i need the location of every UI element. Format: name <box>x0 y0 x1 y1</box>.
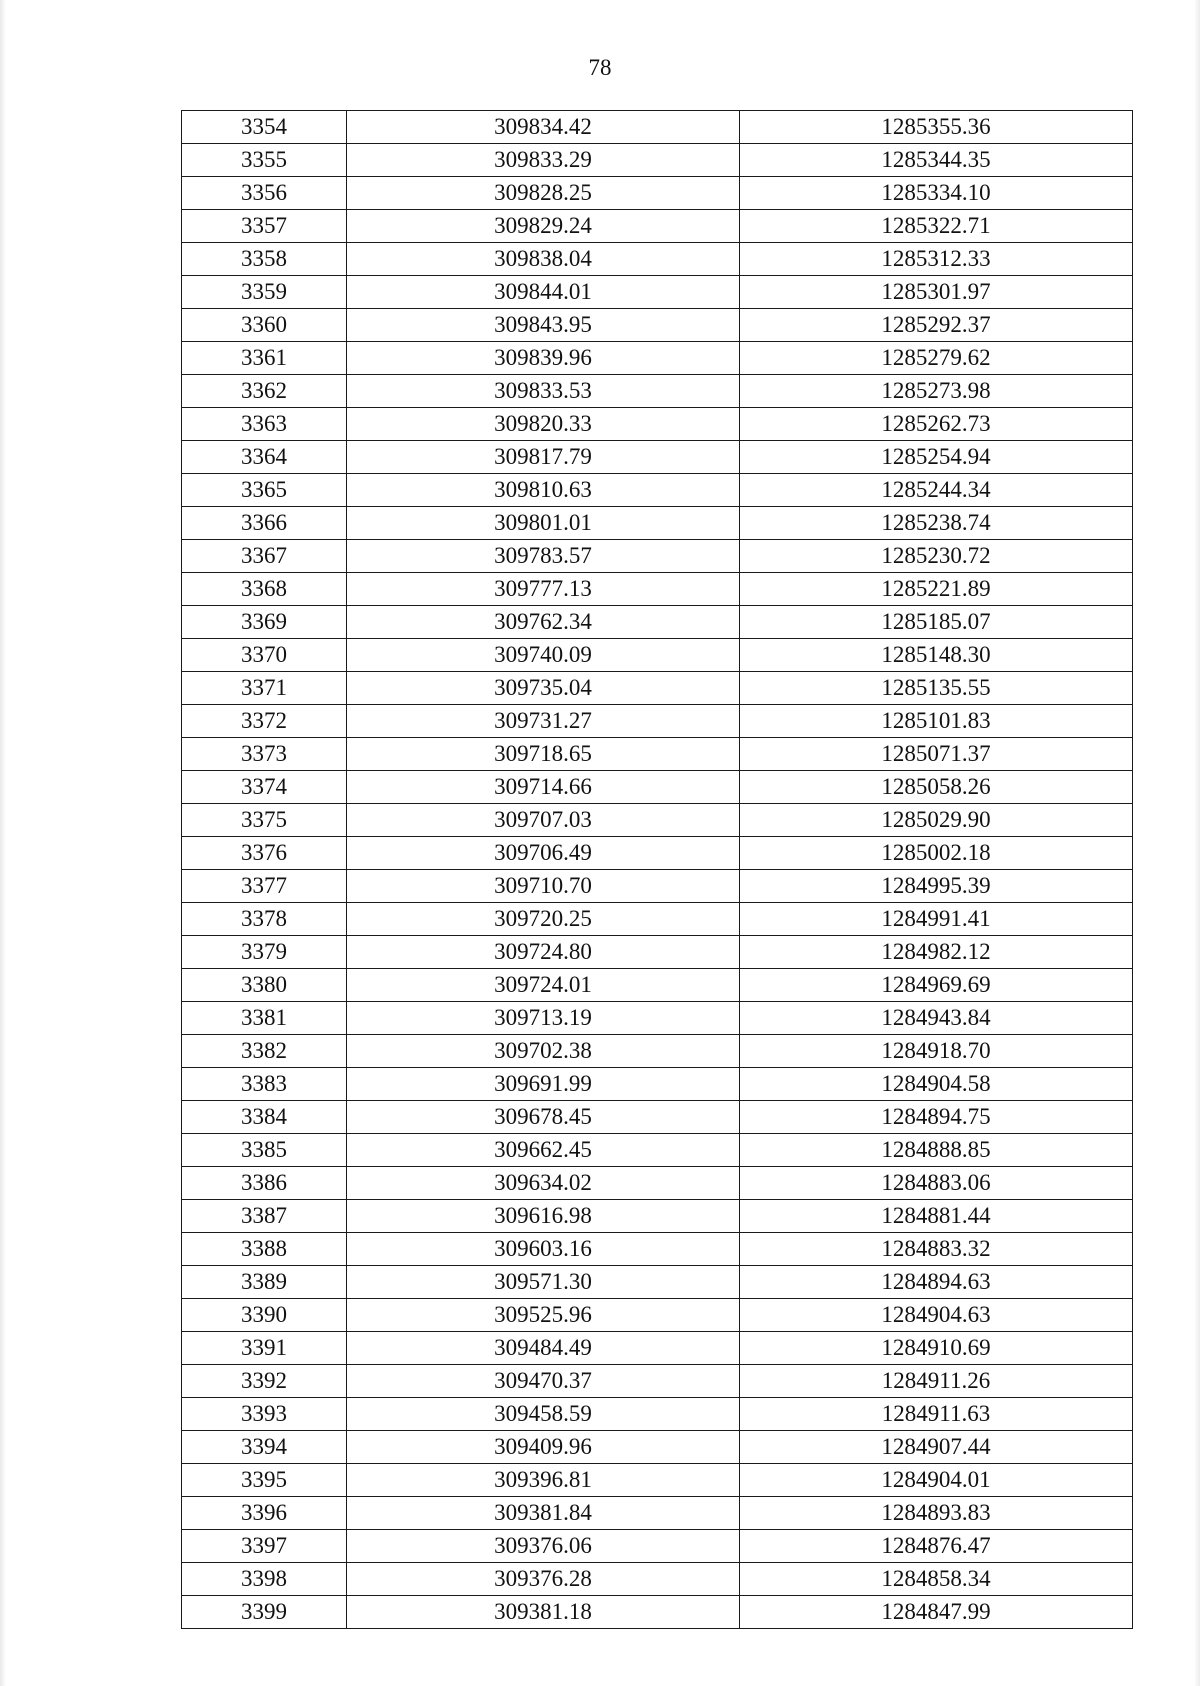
table-row <box>182 606 1133 639</box>
table-row <box>182 342 1133 375</box>
x-coordinate-cell: 309484.49 <box>347 1332 740 1365</box>
y-coordinate-cell: 1284883.32 <box>740 1233 1133 1266</box>
point-number-cell: 3363 <box>182 408 347 441</box>
y-coordinate-cell: 1284910.69 <box>740 1332 1133 1365</box>
table-row <box>182 870 1133 903</box>
x-coordinate-cell: 309702.38 <box>347 1035 740 1068</box>
x-coordinate-cell: 309735.04 <box>347 672 740 705</box>
x-coordinate-cell: 309720.25 <box>347 903 740 936</box>
point-number-cell: 3364 <box>182 441 347 474</box>
point-number-cell: 3382 <box>182 1035 347 1068</box>
y-coordinate-cell: 1284847.99 <box>740 1596 1133 1629</box>
y-coordinate-cell: 1284904.01 <box>740 1464 1133 1497</box>
point-number-cell: 3377 <box>182 870 347 903</box>
table-row <box>182 276 1133 309</box>
y-coordinate-cell: 1284991.41 <box>740 903 1133 936</box>
table-row <box>182 474 1133 507</box>
table-row <box>182 1134 1133 1167</box>
table-row <box>182 1200 1133 1233</box>
table-row <box>182 705 1133 738</box>
table-row <box>182 210 1133 243</box>
x-coordinate-cell: 309783.57 <box>347 540 740 573</box>
x-coordinate-cell: 309810.63 <box>347 474 740 507</box>
point-number-cell: 3376 <box>182 837 347 870</box>
y-coordinate-cell: 1285262.73 <box>740 408 1133 441</box>
table-row <box>182 1530 1133 1563</box>
table-row <box>182 771 1133 804</box>
x-coordinate-cell: 309707.03 <box>347 804 740 837</box>
y-coordinate-cell: 1284883.06 <box>740 1167 1133 1200</box>
y-coordinate-cell: 1285279.62 <box>740 342 1133 375</box>
table-row <box>182 1497 1133 1530</box>
y-coordinate-cell: 1285135.55 <box>740 672 1133 705</box>
y-coordinate-cell: 1285071.37 <box>740 738 1133 771</box>
x-coordinate-cell: 309838.04 <box>347 243 740 276</box>
y-coordinate-cell: 1285254.94 <box>740 441 1133 474</box>
x-coordinate-cell: 309616.98 <box>347 1200 740 1233</box>
y-coordinate-cell: 1285273.98 <box>740 375 1133 408</box>
y-coordinate-cell: 1285312.33 <box>740 243 1133 276</box>
point-number-cell: 3398 <box>182 1563 347 1596</box>
y-coordinate-cell: 1284904.63 <box>740 1299 1133 1332</box>
point-number-cell: 3356 <box>182 177 347 210</box>
y-coordinate-cell: 1284918.70 <box>740 1035 1133 1068</box>
y-coordinate-cell: 1284995.39 <box>740 870 1133 903</box>
y-coordinate-cell: 1285221.89 <box>740 573 1133 606</box>
point-number-cell: 3375 <box>182 804 347 837</box>
table-row <box>182 375 1133 408</box>
y-coordinate-cell: 1284943.84 <box>740 1002 1133 1035</box>
x-coordinate-cell: 309718.65 <box>347 738 740 771</box>
point-number-cell: 3397 <box>182 1530 347 1563</box>
x-coordinate-cell: 309834.42 <box>347 111 740 144</box>
y-coordinate-cell: 1285230.72 <box>740 540 1133 573</box>
point-number-cell: 3384 <box>182 1101 347 1134</box>
x-coordinate-cell: 309731.27 <box>347 705 740 738</box>
x-coordinate-cell: 309817.79 <box>347 441 740 474</box>
y-coordinate-cell: 1284911.26 <box>740 1365 1133 1398</box>
x-coordinate-cell: 309376.06 <box>347 1530 740 1563</box>
point-number-cell: 3365 <box>182 474 347 507</box>
point-number-cell: 3392 <box>182 1365 347 1398</box>
x-coordinate-cell: 309724.80 <box>347 936 740 969</box>
point-number-cell: 3355 <box>182 144 347 177</box>
y-coordinate-cell: 1285355.36 <box>740 111 1133 144</box>
point-number-cell: 3378 <box>182 903 347 936</box>
y-coordinate-cell: 1285344.35 <box>740 144 1133 177</box>
x-coordinate-cell: 309678.45 <box>347 1101 740 1134</box>
coordinates-table-body <box>182 111 1133 1629</box>
table-row <box>182 639 1133 672</box>
table-row <box>182 309 1133 342</box>
x-coordinate-cell: 309571.30 <box>347 1266 740 1299</box>
point-number-cell: 3399 <box>182 1596 347 1629</box>
coordinates-table <box>181 110 1133 1629</box>
y-coordinate-cell: 1284982.12 <box>740 936 1133 969</box>
x-coordinate-cell: 309777.13 <box>347 573 740 606</box>
table-row <box>182 1365 1133 1398</box>
y-coordinate-cell: 1285002.18 <box>740 837 1133 870</box>
x-coordinate-cell: 309381.84 <box>347 1497 740 1530</box>
table-row <box>182 1035 1133 1068</box>
point-number-cell: 3387 <box>182 1200 347 1233</box>
table-row <box>182 243 1133 276</box>
y-coordinate-cell: 1285322.71 <box>740 210 1133 243</box>
table-row <box>182 573 1133 606</box>
x-coordinate-cell: 309713.19 <box>347 1002 740 1035</box>
point-number-cell: 3361 <box>182 342 347 375</box>
x-coordinate-cell: 309458.59 <box>347 1398 740 1431</box>
point-number-cell: 3388 <box>182 1233 347 1266</box>
point-number-cell: 3371 <box>182 672 347 705</box>
table-row <box>182 1299 1133 1332</box>
x-coordinate-cell: 309843.95 <box>347 309 740 342</box>
x-coordinate-cell: 309396.81 <box>347 1464 740 1497</box>
point-number-cell: 3368 <box>182 573 347 606</box>
y-coordinate-cell: 1284907.44 <box>740 1431 1133 1464</box>
table-row <box>182 1233 1133 1266</box>
table-row <box>182 1068 1133 1101</box>
x-coordinate-cell: 309706.49 <box>347 837 740 870</box>
point-number-cell: 3380 <box>182 969 347 1002</box>
x-coordinate-cell: 309409.96 <box>347 1431 740 1464</box>
table-row <box>182 441 1133 474</box>
y-coordinate-cell: 1285101.83 <box>740 705 1133 738</box>
x-coordinate-cell: 309381.18 <box>347 1596 740 1629</box>
x-coordinate-cell: 309801.01 <box>347 507 740 540</box>
table-row <box>182 1563 1133 1596</box>
table-row <box>182 804 1133 837</box>
point-number-cell: 3379 <box>182 936 347 969</box>
x-coordinate-cell: 309525.96 <box>347 1299 740 1332</box>
x-coordinate-cell: 309470.37 <box>347 1365 740 1398</box>
table-row <box>182 903 1133 936</box>
point-number-cell: 3366 <box>182 507 347 540</box>
point-number-cell: 3386 <box>182 1167 347 1200</box>
point-number-cell: 3394 <box>182 1431 347 1464</box>
y-coordinate-cell: 1284969.69 <box>740 969 1133 1002</box>
y-coordinate-cell: 1285238.74 <box>740 507 1133 540</box>
x-coordinate-cell: 309839.96 <box>347 342 740 375</box>
table-row <box>182 1167 1133 1200</box>
point-number-cell: 3374 <box>182 771 347 804</box>
y-coordinate-cell: 1285244.34 <box>740 474 1133 507</box>
table-row <box>182 1431 1133 1464</box>
x-coordinate-cell: 309740.09 <box>347 639 740 672</box>
y-coordinate-cell: 1285058.26 <box>740 771 1133 804</box>
table-row <box>182 1596 1133 1629</box>
point-number-cell: 3354 <box>182 111 347 144</box>
point-number-cell: 3395 <box>182 1464 347 1497</box>
scan-edge-right <box>1194 0 1200 1686</box>
x-coordinate-cell: 309762.34 <box>347 606 740 639</box>
table-row <box>182 738 1133 771</box>
x-coordinate-cell: 309833.53 <box>347 375 740 408</box>
point-number-cell: 3385 <box>182 1134 347 1167</box>
page-number: 78 <box>588 55 612 80</box>
point-number-cell: 3389 <box>182 1266 347 1299</box>
y-coordinate-cell: 1284911.63 <box>740 1398 1133 1431</box>
point-number-cell: 3390 <box>182 1299 347 1332</box>
x-coordinate-cell: 309603.16 <box>347 1233 740 1266</box>
x-coordinate-cell: 309833.29 <box>347 144 740 177</box>
x-coordinate-cell: 309844.01 <box>347 276 740 309</box>
point-number-cell: 3360 <box>182 309 347 342</box>
x-coordinate-cell: 309710.70 <box>347 870 740 903</box>
y-coordinate-cell: 1285185.07 <box>740 606 1133 639</box>
y-coordinate-cell: 1284858.34 <box>740 1563 1133 1596</box>
point-number-cell: 3362 <box>182 375 347 408</box>
x-coordinate-cell: 309820.33 <box>347 408 740 441</box>
table-row <box>182 1332 1133 1365</box>
point-number-cell: 3383 <box>182 1068 347 1101</box>
x-coordinate-cell: 309714.66 <box>347 771 740 804</box>
point-number-cell: 3381 <box>182 1002 347 1035</box>
y-coordinate-cell: 1284881.44 <box>740 1200 1133 1233</box>
table-row <box>182 1398 1133 1431</box>
table-row <box>182 672 1133 705</box>
point-number-cell: 3396 <box>182 1497 347 1530</box>
table-row <box>182 1002 1133 1035</box>
x-coordinate-cell: 309724.01 <box>347 969 740 1002</box>
table-row <box>182 540 1133 573</box>
point-number-cell: 3358 <box>182 243 347 276</box>
table-row <box>182 837 1133 870</box>
table-row <box>182 408 1133 441</box>
table-row <box>182 111 1133 144</box>
y-coordinate-cell: 1284904.58 <box>740 1068 1133 1101</box>
y-coordinate-cell: 1285029.90 <box>740 804 1133 837</box>
y-coordinate-cell: 1285301.97 <box>740 276 1133 309</box>
table-row <box>182 969 1133 1002</box>
point-number-cell: 3372 <box>182 705 347 738</box>
point-number-cell: 3359 <box>182 276 347 309</box>
x-coordinate-cell: 309662.45 <box>347 1134 740 1167</box>
table-row <box>182 1266 1133 1299</box>
point-number-cell: 3367 <box>182 540 347 573</box>
point-number-cell: 3369 <box>182 606 347 639</box>
y-coordinate-cell: 1284888.85 <box>740 1134 1133 1167</box>
table-row <box>182 1101 1133 1134</box>
table-row <box>182 144 1133 177</box>
point-number-cell: 3393 <box>182 1398 347 1431</box>
x-coordinate-cell: 309376.28 <box>347 1563 740 1596</box>
y-coordinate-cell: 1284894.75 <box>740 1101 1133 1134</box>
y-coordinate-cell: 1285148.30 <box>740 639 1133 672</box>
x-coordinate-cell: 309829.24 <box>347 210 740 243</box>
y-coordinate-cell: 1284876.47 <box>740 1530 1133 1563</box>
table-row <box>182 177 1133 210</box>
point-number-cell: 3357 <box>182 210 347 243</box>
point-number-cell: 3373 <box>182 738 347 771</box>
point-number-cell: 3370 <box>182 639 347 672</box>
table-row <box>182 936 1133 969</box>
point-number-cell: 3391 <box>182 1332 347 1365</box>
table-row <box>182 1464 1133 1497</box>
x-coordinate-cell: 309634.02 <box>347 1167 740 1200</box>
y-coordinate-cell: 1284894.63 <box>740 1266 1133 1299</box>
scan-edge-left <box>0 0 6 1686</box>
y-coordinate-cell: 1285292.37 <box>740 309 1133 342</box>
x-coordinate-cell: 309691.99 <box>347 1068 740 1101</box>
x-coordinate-cell: 309828.25 <box>347 177 740 210</box>
y-coordinate-cell: 1285334.10 <box>740 177 1133 210</box>
table-row <box>182 507 1133 540</box>
y-coordinate-cell: 1284893.83 <box>740 1497 1133 1530</box>
